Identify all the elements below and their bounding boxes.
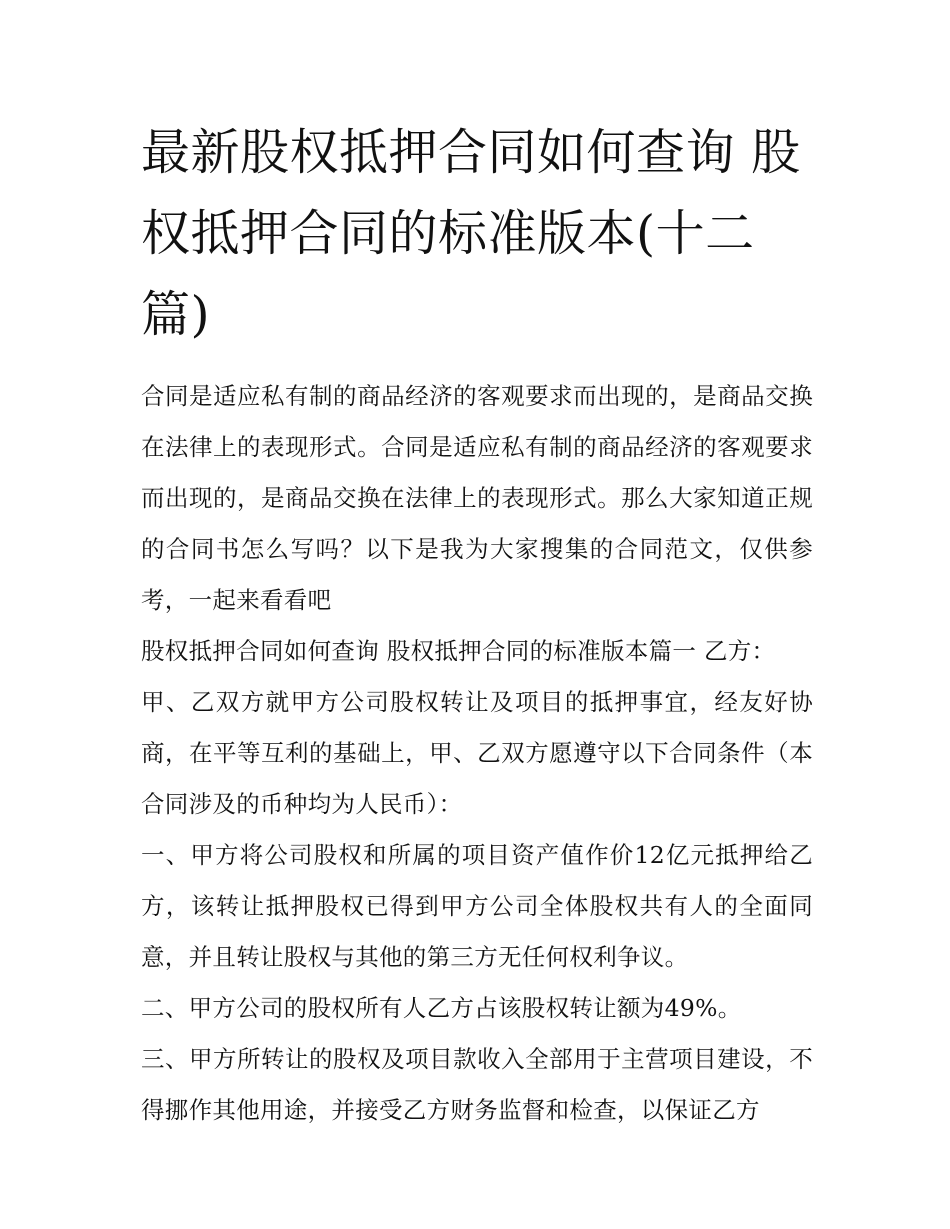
clause-three-paragraph: 三、甲方所转让的股权及项目款收入全部用于主营项目建设，不得挪作其他用途，并接受乙方财务监督和检查，以保证乙方 [141, 1045, 813, 1124]
clause-one-paragraph: 一、甲方将公司股权和所属的项目资产值作价12亿元抵押给乙方，该转让抵押股权已得到甲方公司全体股权共有人的全面同意，并且转让股权与其他的第三方无任何权利争议。 [141, 841, 813, 971]
clause-two-paragraph: 二、甲方公司的股权所有人乙方占该股权转让额为49%。 [141, 994, 742, 1022]
intro-paragraph: 合同是适应私有制的商品经济的客观要求而出现的，是商品交换在法律上的表现形式。合同是适应私有制的商品经济的客观要求而出现的，是商品交换在法律上的表现形式。那么大家知道正规的合同书怎么写吗？以下是我为大家搜集的合同范文，仅供参考，一起来看看吧 [141, 382, 813, 614]
section-heading-paragraph: 股权抵押合同如何查询 股权抵押合同的标准版本篇一 乙方： [141, 637, 776, 665]
agreement-preamble-paragraph: 甲、乙双方就甲方公司股权转让及项目的抵押事宜，经友好协商，在平等互利的基础上，甲、乙双方愿遵守以下合同条件（本合同涉及的币种均为人民币）： [141, 688, 813, 818]
document-body [141, 371, 813, 1136]
document-title: 最新股权抵押合同如何查询 股权抵押合同的标准版本(十二篇) [141, 124, 801, 343]
document-content [141, 112, 813, 1136]
